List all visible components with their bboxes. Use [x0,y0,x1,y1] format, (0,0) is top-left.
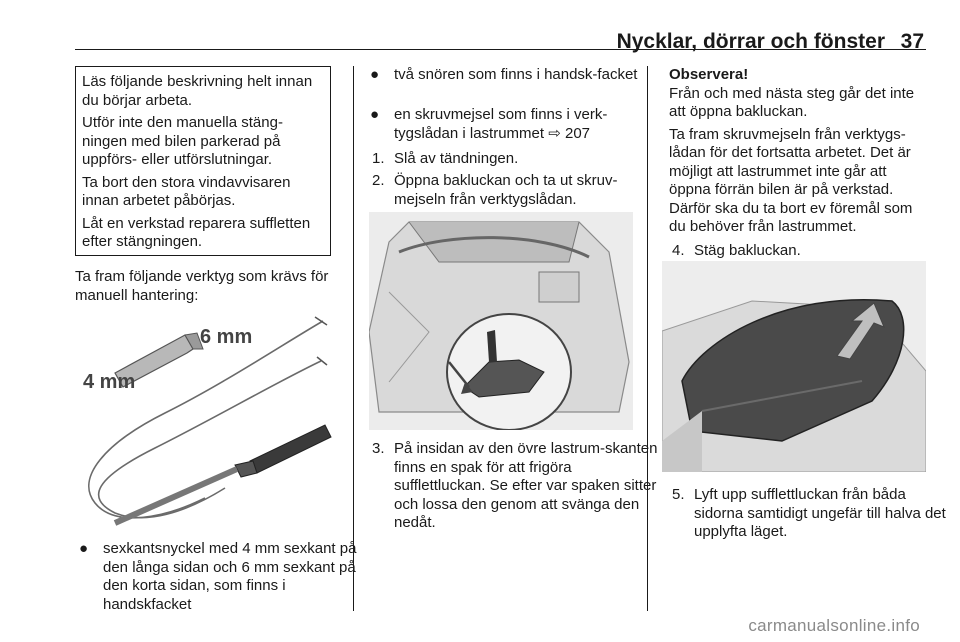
cover-illustration [662,261,926,472]
bullet-text: sexkantsnyckel med 4 mm sexkant på den långa sidan och 6 mm sexkant på den korta sidan, som finns i handskfacket [103,540,357,613]
step-text: Lyft upp sufflettluckan från båda sidorna samtidigt ungefär till halva det upplyfta läget. [694,486,946,540]
step-number: 2. [372,172,385,189]
step-item [372,172,659,209]
notice-paragraph: Utför inte den manuella stäng-ningen med bilen parkerad på uppförs- eller utförslutningar. [82,114,283,168]
tools-figure [75,313,337,528]
header-divider [75,49,926,50]
list-item [366,66,664,85]
label-6mm: 6 mm [200,326,253,348]
step-text: Slå av tändningen. [394,150,519,167]
step-text: Öppna bakluckan och ta ut skruv-mejseln från verktygslådan. [394,172,618,208]
step-item [672,486,950,542]
page-reference-link[interactable]: 207 [564,124,591,142]
bullet-text: en skruvmejsel som finns i verk-tygslådan i lastrummet [394,106,608,142]
label-4mm: 4 mm [83,371,136,393]
note-title: Observera! [669,66,749,83]
tools-illustration [75,313,337,528]
bullet-dot: ● [370,106,380,123]
column-divider-1 [353,66,354,611]
trunk-figure [369,212,633,430]
step-item [672,242,949,261]
step-text: Stäg bakluckan. [694,242,801,259]
bullet-dot: ● [79,540,89,557]
notice-paragraph: Läs följande beskrivning helt innan du börjar arbeta. [82,73,313,109]
list-item [75,540,369,614]
watermark: carmanualsonline.info [748,616,920,635]
page-reference-arrow-icon: ⇨ [548,124,561,142]
list-item [366,106,664,143]
step-number: 1. [372,150,385,167]
note-block [669,66,927,237]
step-number: 5. [672,486,685,503]
note-paragraph: Ta fram skruvmejseln från verktygs-lådan för det fortsatta arbetet. Det är möjligt att lastrummet inte går att öppna förrän bilen är på verkstad. Därför ska du ta bort ev föremål som du behöver från lastrummet. [669,125,913,235]
page-number: 37 [900,30,924,53]
notice-box [75,66,331,256]
bullet-dot: ● [370,66,380,83]
notice-paragraph: Låt en verkstad reparera suffletten efter stängningen. [82,214,311,250]
note-paragraph: Från och med nästa steg går det inte att öppna bakluckan. [669,84,915,120]
notice-paragraph: Ta bort den stora vindavvisaren innan arbetet påbörjas. [82,173,291,209]
step-number: 3. [372,440,385,457]
trunk-illustration [369,212,633,430]
bullet-text: två snören som finns i handsk-facket [394,66,638,83]
step-text: På insidan av den övre lastrum-skanten finns en spak för att frigöra sufflettluckan. Se efter var spaken sitter och lossa den genom att svänga den nedåt. [394,440,658,531]
page-title: Nycklar, dörrar och fönster [616,30,885,53]
step-item [372,440,659,533]
step-item [372,150,659,169]
cover-figure [662,261,926,472]
tools-intro: Ta fram följande verktyg som krävs för manuell hantering: [75,268,329,304]
step-number: 4. [672,242,685,259]
